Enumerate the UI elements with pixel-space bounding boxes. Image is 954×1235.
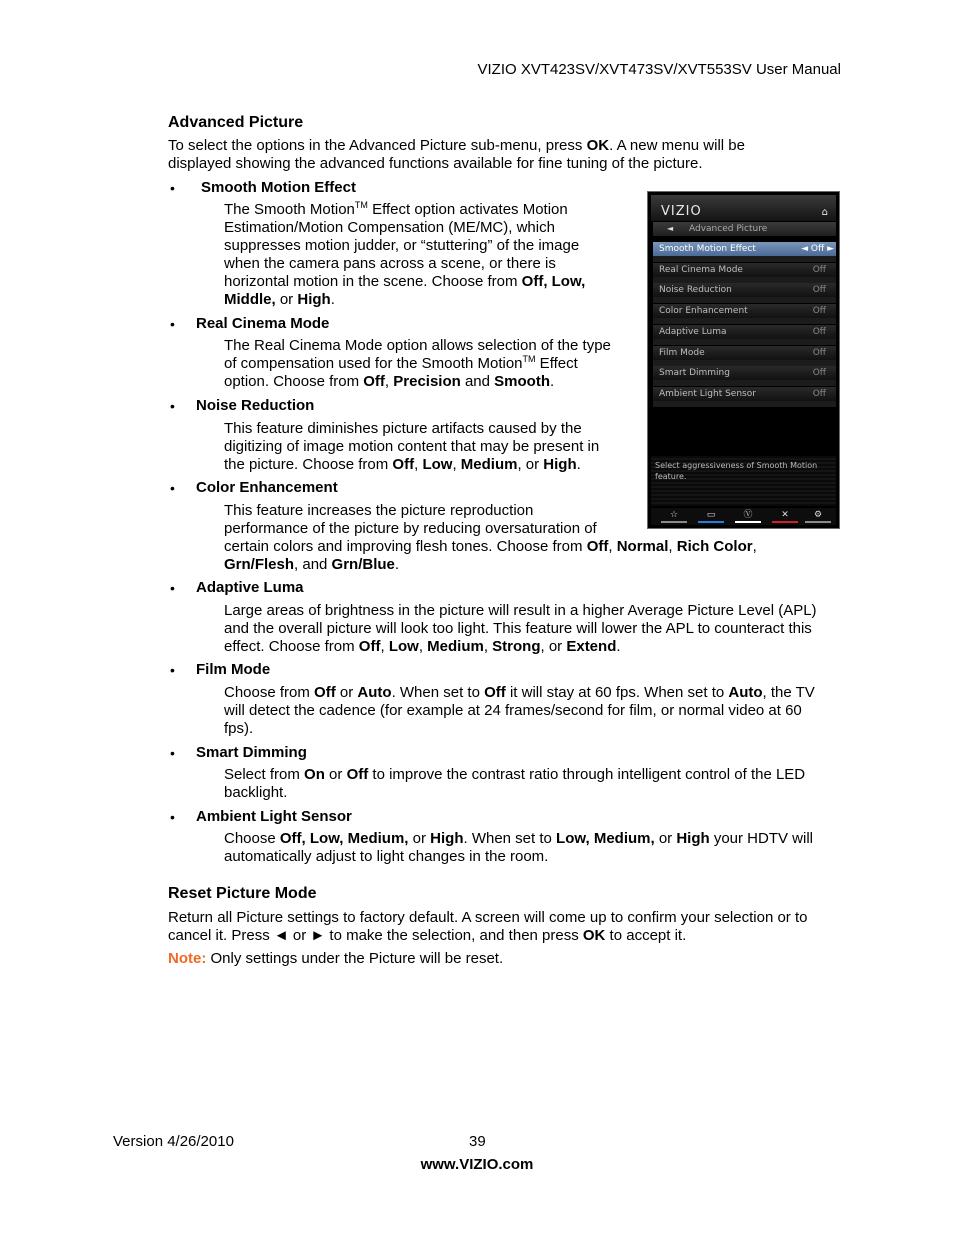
tv-menu-separator (653, 318, 836, 324)
tv-menu-top-bar (651, 195, 836, 221)
reset-note: Note: Only settings under the Picture will be reset. (168, 950, 504, 967)
page-number: 39 (469, 1133, 486, 1150)
settings-icon: ⚙ (803, 510, 833, 523)
tv-menu-item[interactable] (653, 346, 836, 360)
ambient-light-title: Ambient Light Sensor (196, 808, 352, 825)
noise-reduction-desc: This feature diminishes picture artifacts caused by the digitizing of image motion content that may be present in the picture. Choose from Off, Low, Medium, or High. (224, 420, 600, 473)
tv-submenu-header (653, 222, 836, 236)
real-cinema-desc: The Real Cinema Mode option allows selection of the type of compensation used for the Smooth Motion™ Effect option. Choose from Off, Precision and Smooth. (224, 337, 611, 390)
bullet-icon: • (170, 398, 175, 414)
button-underline-4 (805, 521, 831, 523)
tv-menu-item-value: Off (812, 306, 826, 317)
film-mode-title: Film Mode (196, 661, 271, 678)
button-underline-2 (735, 521, 761, 523)
bullet-icon: • (170, 316, 175, 332)
tv-menu-item[interactable] (653, 366, 836, 380)
button-underline-0 (661, 521, 687, 523)
color-enhancement-desc: This feature increases the picture reproduction performance of the picture by reducing oversaturation of certain colors and improving flesh tones. Choose from Off, Normal, Rich Color, Grn/Flesh, and Grn/Blue. (224, 502, 757, 573)
manual-title: VIZIO XVT423SV/XVT473SV/XVT553SV User Manual (477, 61, 841, 78)
advanced-intro: To select the options in the Advanced Picture sub-menu, press OK. A new menu will be displayed showing the advanced functions available for fine tuning of the picture. (168, 137, 745, 172)
tv-menu-item-name: Real Cinema Mode (659, 264, 743, 275)
bullet-icon: • (170, 180, 175, 196)
tv-menu-item-name: Smooth Motion Effect (659, 244, 756, 254)
tv-help-text: Select aggressiveness of Smooth Motion feature. (651, 456, 836, 506)
input-icon: ▭ (696, 510, 726, 523)
tv-button-bar (651, 508, 836, 525)
tv-menu-item[interactable] (653, 304, 836, 318)
reset-picture-heading: Reset Picture Mode (168, 885, 317, 902)
smart-dimming-title: Smart Dimming (196, 744, 307, 761)
bullet-icon: • (170, 809, 175, 825)
smart-dimming-desc: Select from On or Off to improve the contrast ratio through intelligent control of the LED backlight. (224, 766, 806, 801)
tv-menu-item-name: Color Enhancement (659, 306, 748, 317)
tv-menu-item-name: Film Mode (659, 347, 705, 358)
tv-menu-item-name: Smart Dimming (659, 368, 730, 379)
smooth-motion-desc: The Smooth Motion™ Effect option activates Motion Estimation/Motion Compensation (ME/MC), which suppresses motion judder, or “stuttering” of the image when the camera pans across a scene, or there is horizontal motion in the scene. Choose from Off, Low, Middle, or High. (224, 200, 586, 308)
tv-menu-item-name: Noise Reduction (659, 285, 732, 296)
advanced-picture-heading: Advanced Picture (168, 114, 304, 131)
vizio-v-icon: Ⓥ (733, 510, 763, 523)
button-underline-3 (772, 521, 798, 523)
tv-menu-item-value: Off (812, 326, 826, 337)
tv-menu-separator (653, 339, 836, 345)
film-mode-desc: Choose from Off or Auto. When set to Off it will stay at 60 fps. When set to Auto, the TV will detect the cadence (for example at 24 frames/second for film, or normal video at 60 fps). (224, 684, 815, 737)
bullet-icon: • (170, 480, 175, 496)
tv-menu-separator (653, 360, 836, 366)
adaptive-luma-title: Adaptive Luma (196, 579, 304, 596)
ambient-light-desc: Choose Off, Low, Medium, or High. When set to Low, Medium, or High your HDTV will automatically adjust to light changes in the room. (224, 830, 814, 865)
tv-menu-item[interactable] (653, 283, 836, 297)
tv-menu-item-value: Off (812, 285, 826, 296)
tv-menu-separator (653, 380, 836, 386)
tv-menu-separator (653, 297, 836, 303)
tv-menu-separator (653, 401, 836, 407)
adaptive-luma-desc: Large areas of brightness in the picture will result in a higher Average Picture Level (APL) and the overall picture will look too light. This feature will lower the APL to counteract this effect. Choose from Off, Low, Medium, Strong, or Extend. (224, 602, 817, 655)
tv-menu-item[interactable] (653, 242, 836, 256)
bullet-icon: • (170, 662, 175, 678)
smooth-motion-title: Smooth Motion Effect (201, 179, 356, 196)
tv-menu-item-name: Ambient Light Sensor (659, 388, 756, 399)
tv-submenu-label: Advanced Picture (689, 224, 768, 234)
bullet-icon: • (170, 745, 175, 761)
noise-reduction-title: Noise Reduction (196, 397, 315, 414)
tv-menu-item[interactable] (653, 263, 836, 277)
tv-menu-item[interactable] (653, 325, 836, 339)
button-underline-1 (698, 521, 724, 523)
tv-menu-screenshot (647, 191, 840, 529)
tv-menu-separator (653, 256, 836, 262)
tv-menu-item-value: Off (812, 368, 826, 379)
tv-menu-item[interactable] (653, 387, 836, 401)
note-label: Note: (168, 950, 207, 967)
website-url[interactable]: www.VIZIO.com (420, 1156, 534, 1173)
tv-menu-separator (653, 277, 836, 283)
home-icon: ⌂ (821, 207, 828, 218)
color-enhancement-title: Color Enhancement (196, 479, 338, 496)
version-text: Version 4/26/2010 (113, 1133, 234, 1150)
vizio-logo: VIZIO (661, 204, 702, 219)
tv-menu-item-value: Off (812, 264, 826, 275)
reset-picture-desc: Return all Picture settings to factory default. A screen will come up to confirm your selection or to cancel it. Press ◄ or ► to make the selection, and then press OK to accept it. (168, 909, 808, 944)
tv-menu-item-name: Adaptive Luma (659, 326, 727, 337)
back-arrow-icon: ◄ (667, 224, 674, 233)
bullet-icon: • (170, 580, 175, 596)
tv-menu-item-value: ◄ Off ► (801, 244, 834, 254)
tv-menu-item-value: Off (812, 347, 826, 358)
close-icon: ✕ (770, 510, 800, 523)
real-cinema-title: Real Cinema Mode (196, 315, 330, 332)
star-icon: ☆ (659, 510, 689, 523)
tv-menu-item-value: Off (812, 388, 826, 399)
